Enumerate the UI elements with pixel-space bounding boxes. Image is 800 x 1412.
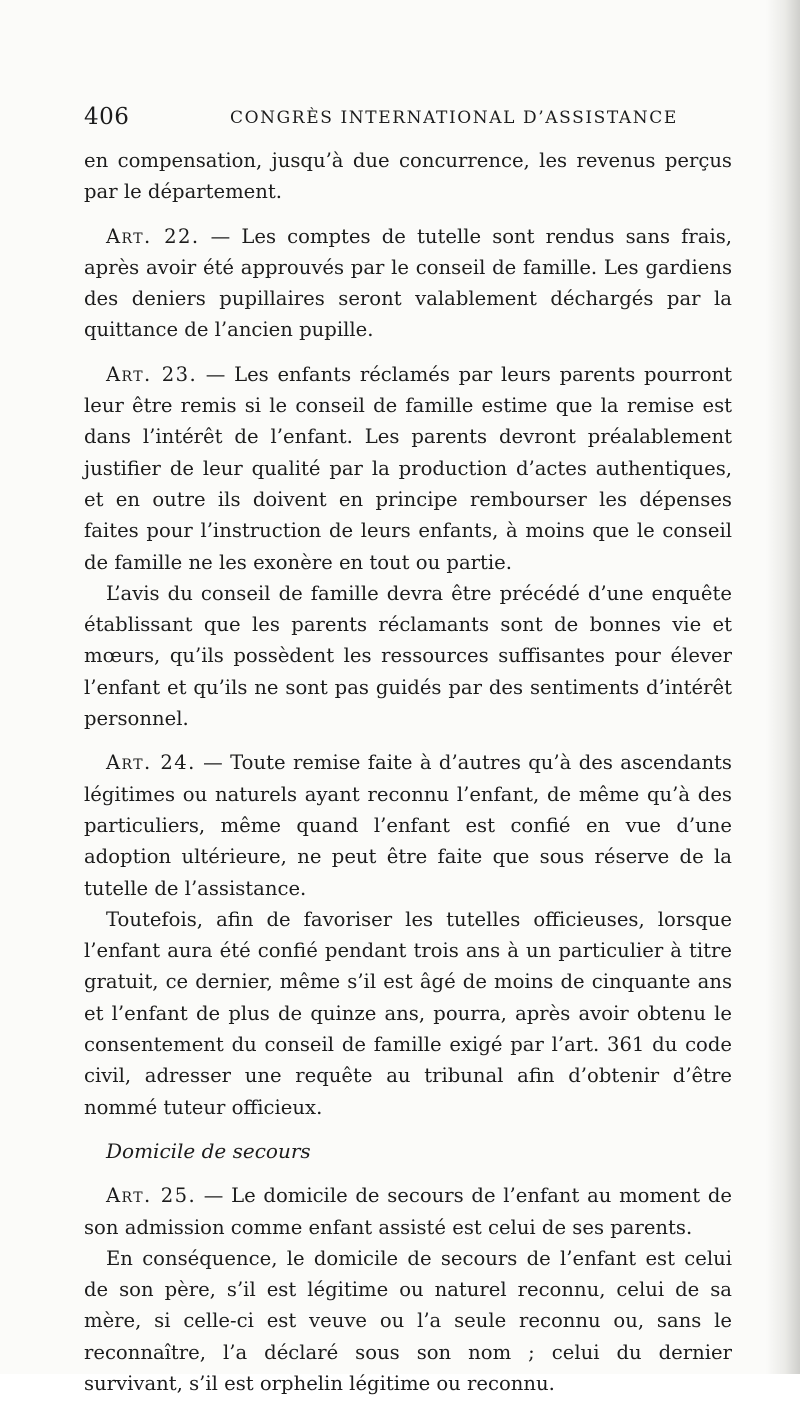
page-number: 406 xyxy=(84,104,130,130)
article-24 xyxy=(84,747,732,903)
paragraph-consequence: En conséquence, le domicile de secours de l’enfant est celui de son père, s’il est légitime ou naturel reconnu, celui de sa mère, si celle-ci est veuve ou l’a seule reconnu ou, sans le reconnaître, l’a déclaré sous son nom ; celui du dernier survivant, s’il est orphelin légitime ou reconnu. xyxy=(84,1246,732,1395)
body-text xyxy=(84,145,732,1412)
article-text: — Les enfants réclamés par leurs parents pourront leur être remis si le conseil de famille estime que la remise est dans l’intérêt de l’enfant. Les parents devront préalablement justifier de leur qualité par la production d’actes authentiques, et en outre ils doivent en principe rembourser les dépenses faites pour l’instruction de leurs enfants, à moins que le conseil de famille ne les exonère en tout ou partie. xyxy=(84,362,732,574)
section-title: Domicile de secours xyxy=(106,1138,311,1163)
article-text: — Toute remise faite à d’autres qu’à des ascendants légitimes ou naturels ayant reconnu l’enfant, de même qu’à des particuliers, même quand l’enfant est confié en vue d’une adoption ultérieure, ne peut être faite que sous réserve de la tutelle de l’assistance. xyxy=(84,751,732,900)
running-head: CONGRÈS INTERNATIONAL D’ASSISTANCE xyxy=(230,108,678,128)
page-header xyxy=(84,104,724,134)
article-label: Art. 24. xyxy=(106,751,196,775)
article-label: Art. 23. xyxy=(106,362,198,386)
article-text: — Le domicile de secours de l’enfant au moment de son admission comme enfant assisté est celui de ses parents. xyxy=(84,1184,732,1239)
paragraph-toutefois: Toutefois, afin de favoriser les tutelles officieuses, lorsque l’enfant aura été confié pendant trois ans à un particulier à titre gratuit, ce dernier, même s’il est âgé de moins de cinquante ans et l’enfant de plus de quinze ans, pourra, après avoir obtenu le consentement du conseil de famille exigé par l’art. 361 du code civil, adresser une requête au tribunal afin d’obtenir d’être nommé tuteur officieux. xyxy=(84,907,732,1119)
article-label: Art. 22. xyxy=(106,224,200,248)
article-22 xyxy=(84,221,732,346)
page-edge-shadow xyxy=(766,0,800,1374)
paragraph-continuation: en compensation, jusqu’à due concurrence, les revenus perçus par le département. xyxy=(84,149,732,204)
article-25 xyxy=(84,1180,732,1243)
article-label: Art. 25. xyxy=(106,1184,197,1208)
article-text: — Les comptes de tutelle sont rendus sans frais, après avoir été approuvés par le conseil de famille. Les gardiens des deniers pupillaires seront valablement déchargés par la quittance de l’ancien pupille. xyxy=(84,224,732,342)
article-23 xyxy=(84,359,732,578)
paragraph-avis: L’avis du conseil de famille devra être précédé d’une enquête établissant que les parents réclamants sont de bonnes vie et mœurs, qu’ils possèdent les ressources suffisantes pour élever l’enfant et qu’ils ne sont pas guidés par des sentiments d’intérêt personnel. xyxy=(84,581,732,731)
